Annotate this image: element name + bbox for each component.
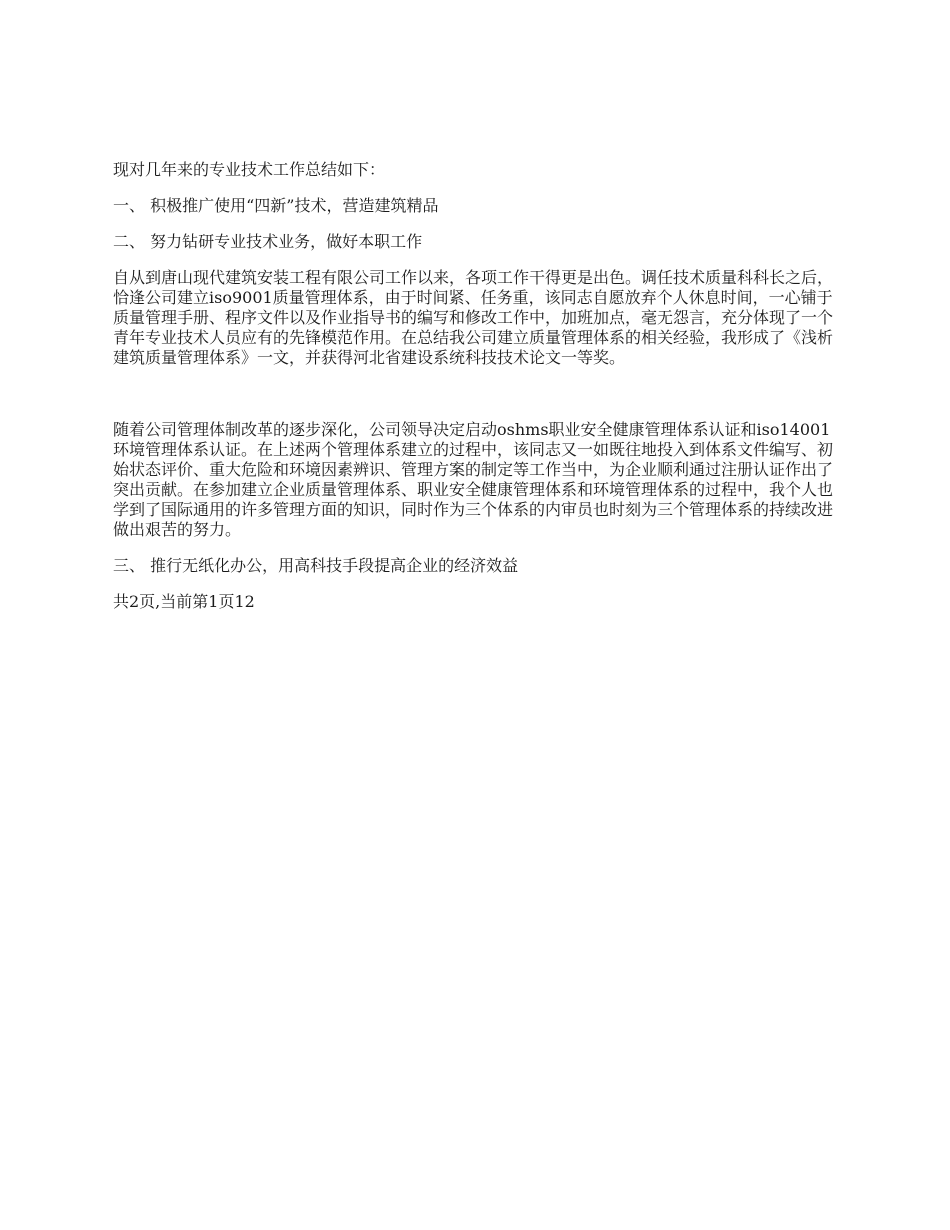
page-footer: 共2页,当前第1页12 [113,592,255,611]
body-paragraph-1: 自从到唐山现代建筑安装工程有限公司工作以来，各项工作干得更是出色。调任技术质量科科长之后，恰逢公司建立iso9001质量管理体系，由于时间紧、任务重，该同志自愿放弃个人休息时间，一心铺于质量管理手册、程序文件以及作业指导书的编写和修改工作中，加班加点，毫无怨言，充分体现了一个青年专业技术人员应有的先锋模范作用。在总结我公司建立质量管理体系的相关经验，我形成了《浅析建筑质量管理体系》一文，并获得河北省建设系统科技技术论文一等奖。 [113,268,834,367]
body-paragraph-2: 随着公司管理体制改革的逐步深化，公司领导决定启动oshms职业安全健康管理体系认证和iso14001环境管理体系认证。在上述两个管理体系建立的过程中，该同志又一如既往地投入到体系文件编写、初始状态评价、重大危险和环境因素辨识、管理方案的制定等工作当中，为企业顺利通过注册认证作出了突出贡献。在参加建立企业质量管理体系、职业安全健康管理体系和环境管理体系的过程中，我个人也学到了国际通用的许多管理方面的知识，同时作为三个体系的内审员也时刻为三个管理体系的持续改进做出艰苦的努力。 [113,420,834,539]
document-body [113,160,843,612]
section-heading-3: 三、 推行无纸化办公，用高科技手段提高企业的经济效益 [113,556,519,575]
section-heading-1: 一、 积极推广使用“四新”技术，营造建筑精品 [113,196,439,215]
section-heading-2: 二、 努力钻研专业技术业务，做好本职工作 [113,232,423,251]
intro-line: 现对几年来的专业技术工作总结如下： [113,160,386,179]
